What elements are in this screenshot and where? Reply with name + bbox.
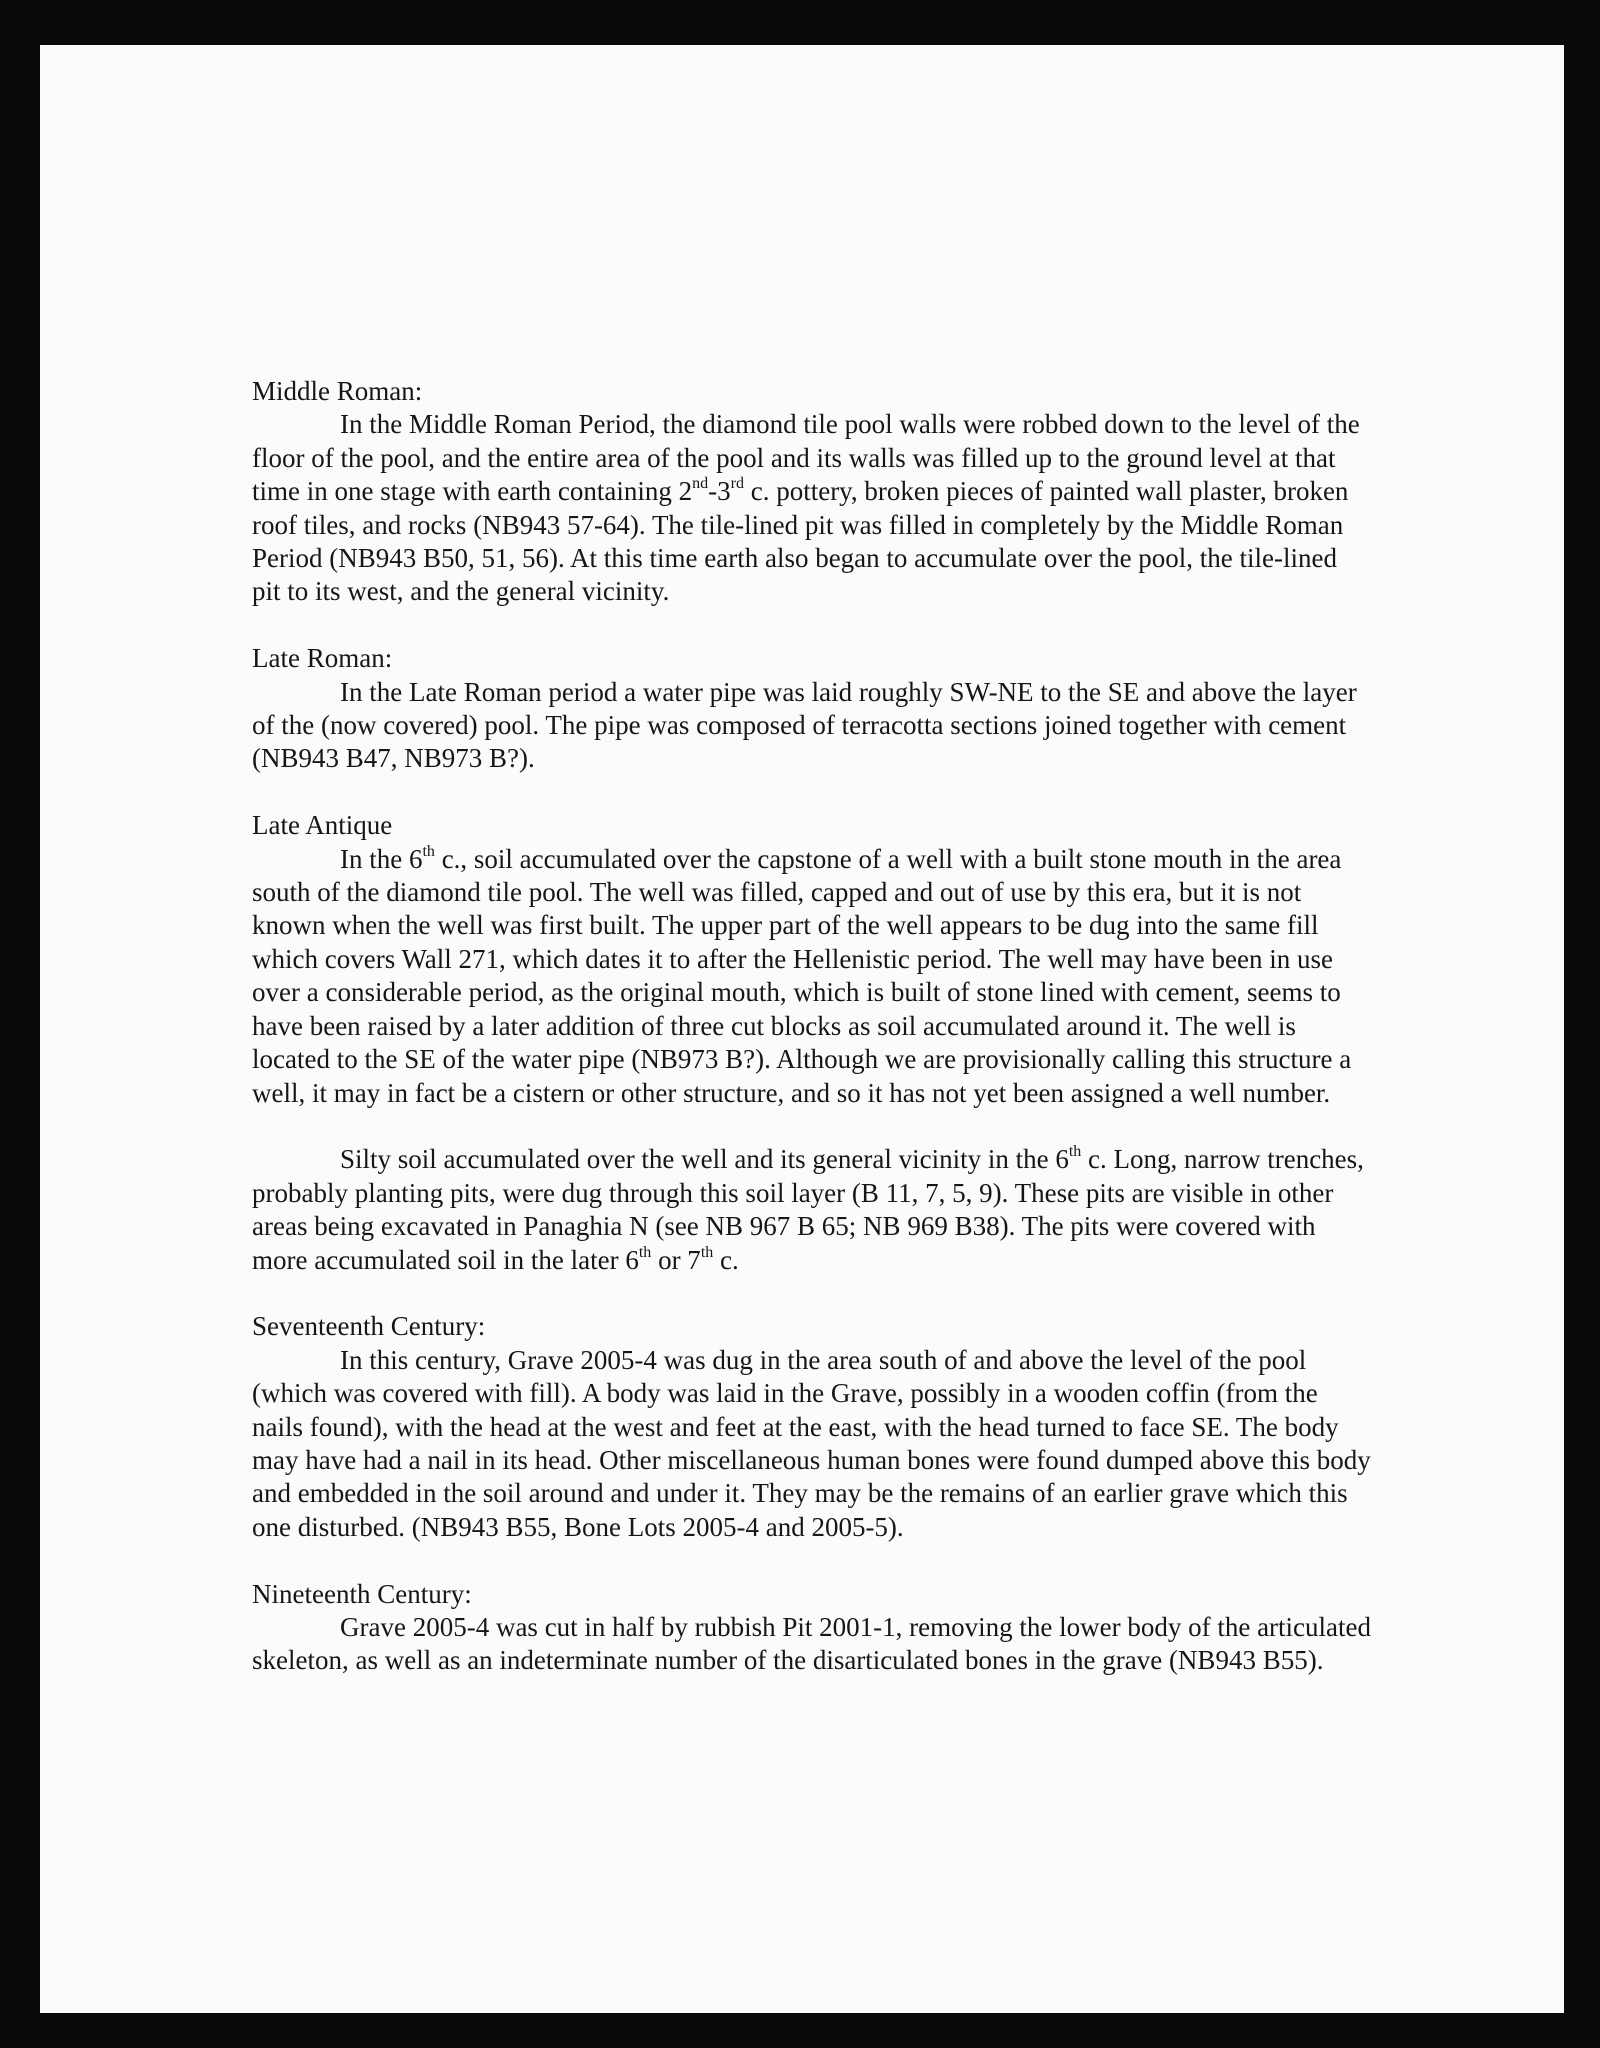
section-heading: Seventeenth Century: (252, 1311, 486, 1342)
paragraph-text: In the 6 (340, 843, 423, 874)
section (252, 642, 1372, 776)
section (252, 375, 1372, 609)
section-heading: Middle Roman: (252, 376, 423, 406)
paragraph-text: Silty soil accumulated over the well and its general vicinity in the 6 (340, 1144, 1069, 1175)
paragraph-text: In the Middle Roman Period, the diamond tile pool walls were robbed down to the level of the floor of the pool, and the entire area of the pool and its walls was filled up to the ground level at that time in one stage with earth containing 2 (252, 409, 1360, 507)
paragraph-text: or 7 (651, 1244, 701, 1275)
paragraph-text: c. Long, narrow trenches, probably planting pits, were dug through this soil layer (B 11, 7, 5, 9). These pits are visible in other areas being excavated in Panaghia N (see NB 967 B 65; NB 969 B38). The pits were covered with more accumulated soil in the later 6 (252, 1144, 1364, 1275)
document-body (252, 375, 1372, 1711)
ordinal-superscript: th (638, 1243, 652, 1261)
document-page (40, 45, 1564, 2013)
paragraph (252, 408, 1372, 608)
paragraph (252, 676, 1372, 776)
paragraph-text: c. (713, 1244, 739, 1275)
section-heading: Late Roman: (252, 643, 393, 674)
section (252, 809, 1372, 1277)
paragraph-text: c. pottery, broken pieces of painted wall plaster, broken roof tiles, and rocks (NB943 57-64). The tile-lined pit was filled in completely by the Middle Roman Period (NB943 B50, 51, 56). At this time earth also began to accumulate over the pool, the tile-lined pit to its west, and the general vicinity. (252, 476, 1349, 607)
section-heading: Late Antique (252, 810, 393, 841)
paragraph (252, 1611, 1372, 1678)
paragraph (252, 1143, 1372, 1277)
paragraph (252, 1344, 1372, 1544)
paragraph-text: c., soil accumulated over the capstone of a well with a built stone mouth in the area south of the diamond tile pool. The well was filled, capped and out of use by this era, but it is not known when the well was first built. The upper part of the well appears to be dug into the same fill which covers Wall 271, which dates it to after the Hellenistic period. The well may have been in use over a considerable period, as the original mouth, which is built of stone lined with cement, seems to have been raised by a later addition of three cut blocks as soil accumulated around it. The well is located to the SE of the water pipe (NB973 B?). Although we are provisionally calling this structure a well, it may in fact be a cistern or other structure, and so it has not yet been assigned a well number. (252, 843, 1352, 1108)
paragraph-text: Grave 2005-4 was cut in half by rubbish Pit 2001-1, removing the lower body of the articulated skeleton, as well as an indeterminate number of the disarticulated bones in the grave (NB943 B55). (252, 1611, 1372, 1676)
ordinal-superscript: th (422, 842, 435, 860)
paragraph (252, 843, 1372, 1110)
section-heading: Nineteenth Century: (252, 1578, 472, 1609)
section (252, 1310, 1372, 1544)
section (252, 1578, 1372, 1678)
paragraph-text: -3 (708, 476, 731, 507)
ordinal-superscript: th (700, 1243, 714, 1261)
paragraph-text: In the Late Roman period a water pipe was laid roughly SW-NE to the SE and above the layer of the (now covered) pool. The pipe was composed of terracotta sections joined together with cement (NB943 B47, NB973 B?). (252, 676, 1357, 774)
paragraph-text: In this century, Grave 2005-4 was dug in the area south of and above the level of the pool (which was covered with fill). A body was laid in the Grave, possibly in a wooden coffin (from the nails found), with the head at the west and feet at the east, with the head turned to face SE. The body may have had a nail in its head. Other miscellaneous human bones were found dumped above this body and embedded in the soil around and under it. They may be the remains of an earlier grave which this one disturbed. (NB943 B55, Bone Lots 2005-4 and 2005-5). (252, 1344, 1371, 1542)
ordinal-superscript: nd (692, 475, 709, 493)
ordinal-superscript: th (1068, 1143, 1082, 1161)
ordinal-superscript: rd (730, 475, 744, 493)
